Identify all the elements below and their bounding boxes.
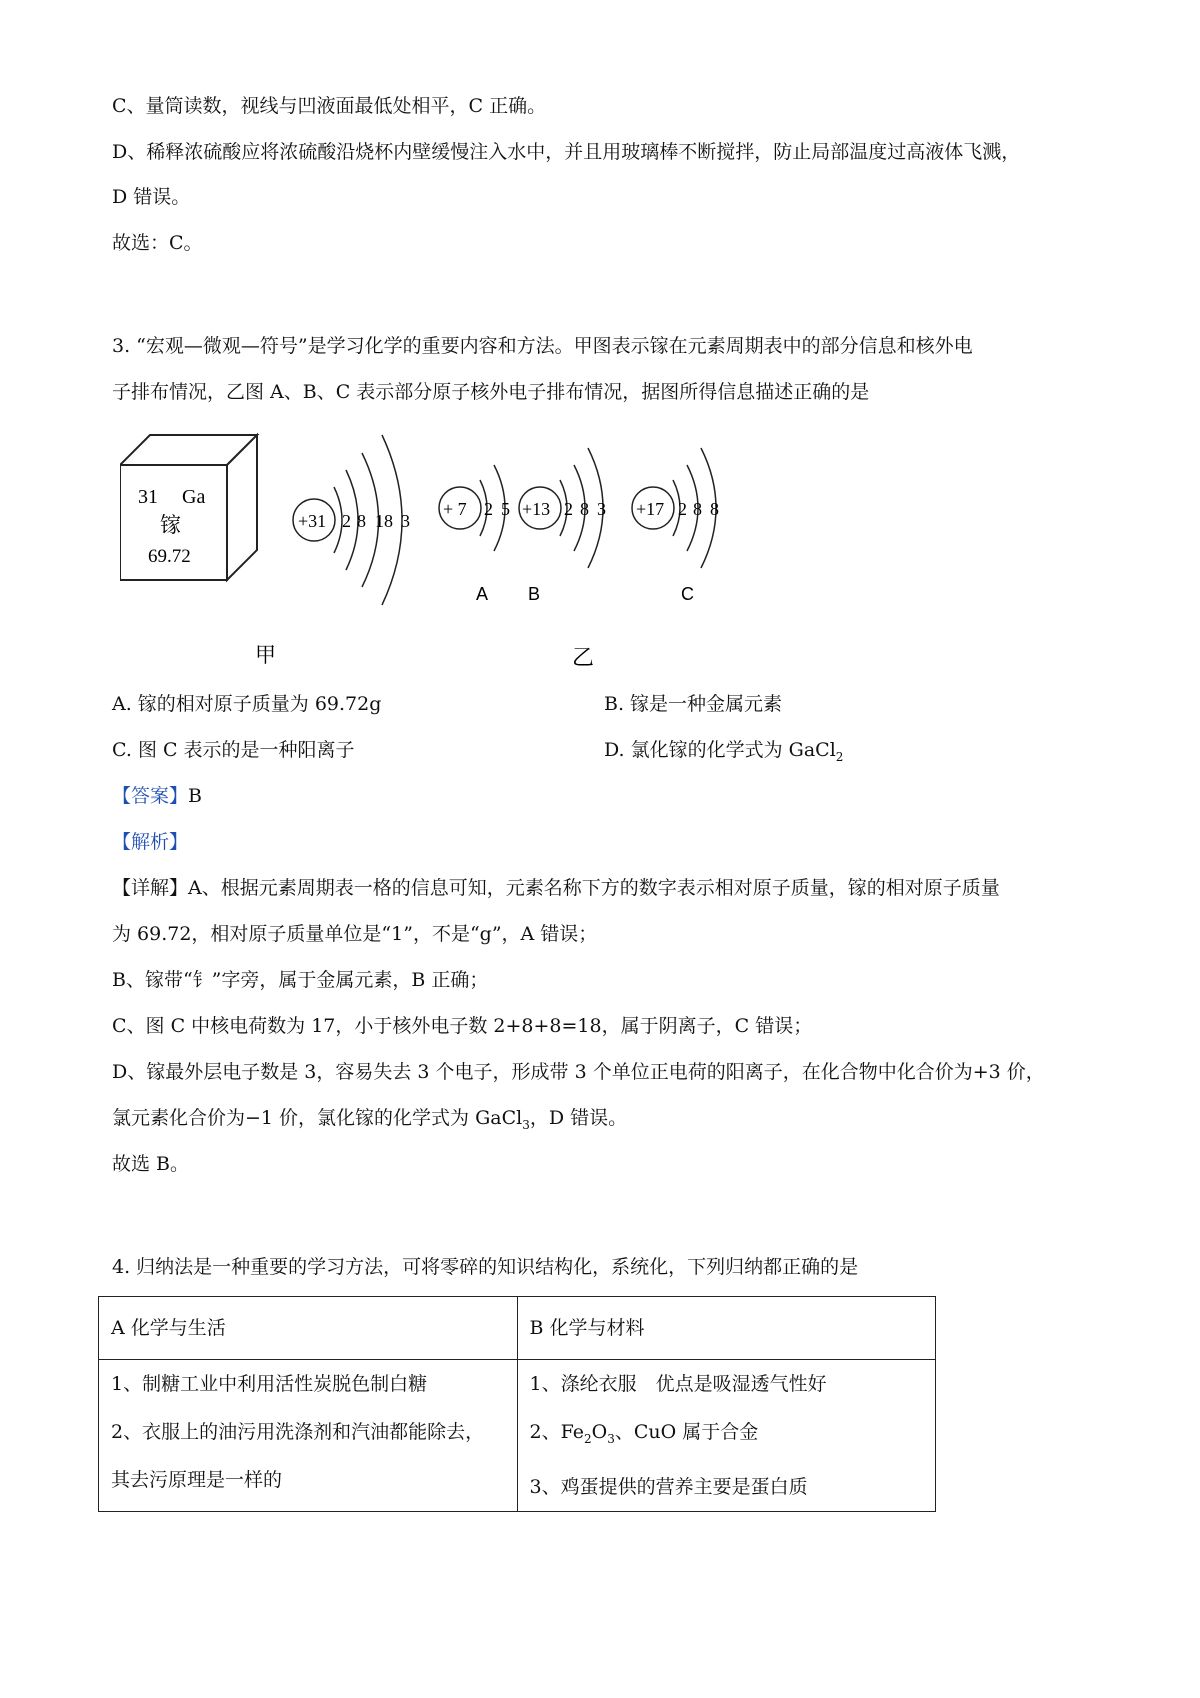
atom-c-shell-3: 8 (710, 499, 719, 519)
detail-d2-sub: 3 (522, 1117, 530, 1132)
q3-figure (120, 430, 770, 680)
b-item-3: 3、鸡蛋提供的营养主要是蛋白质 (529, 1475, 808, 1498)
q3-stem-line1: 3. “宏观—微观—符号”是学习化学的重要内容和方法。甲图表示镓在元素周期表中的部分信息和核外电 (112, 335, 973, 357)
b-item-2-sub2: 3 (607, 1431, 615, 1446)
ga-shell-4: 3 (401, 511, 410, 531)
atom-c-label: C (681, 584, 694, 604)
element-name: 镓 (160, 513, 181, 537)
answer-value: B (188, 785, 202, 807)
detail-a1-text: A、根据元素周期表一格的信息可知，元素名称下方的数字表示相对原子质量，镓的相对原子质量 (188, 877, 1000, 899)
ga-atom-diagram (293, 435, 410, 605)
q2-line-d1: D、稀释浓硫酸应将浓硫酸沿烧杯内壁缓慢注入水中，并且用玻璃棒不断搅拌，防止局部温度过高液体飞溅， (112, 141, 1021, 163)
q4-table (98, 1296, 936, 1512)
caption-yi: 乙 (572, 646, 595, 671)
atom-c-shell-1: 2 (678, 499, 687, 519)
ga-shell-1: 2 (342, 511, 351, 531)
detail-d2-text: 氯元素化合价为−1 价，氯化镓的化学式为 GaCl (112, 1107, 523, 1129)
ga-nucleus: +31 (298, 511, 327, 531)
atom-b-label: B (528, 584, 541, 604)
b-item-1: 1、涤纶衣服 优点是吸湿透气性好 (529, 1373, 827, 1395)
table-cell-b (517, 1360, 936, 1512)
analysis-tag: 【解析】 (112, 831, 189, 853)
b-item-2 (530, 1418, 924, 1453)
table-head-b: B 化学与材料 (517, 1297, 936, 1360)
q3-detail-a1 (112, 874, 1000, 902)
atom-a-label: A (476, 584, 489, 604)
q3-detail-a2: 为 69.72，相对原子质量单位是“1”，不是“g”，A 错误； (112, 923, 598, 945)
atom-c-shell-2: 8 (693, 499, 702, 519)
a-item-2: 2、衣服上的油污用洗涤剂和汽油都能除去， (111, 1421, 485, 1443)
atom-a-shell-1: 2 (484, 499, 493, 519)
element-symbol: Ga (182, 486, 206, 508)
table-row (99, 1360, 936, 1512)
table-head-a: A 化学与生活 (99, 1297, 518, 1360)
ga-shell-3: 18 (375, 511, 393, 531)
q3-detail-d2 (112, 1104, 627, 1139)
element-mass: 69.72 (148, 546, 191, 567)
q3-answer (112, 782, 202, 810)
q3-option-d-sub: 2 (835, 749, 844, 764)
atom-a-diagram (439, 465, 510, 604)
atom-b-shell-1: 2 (564, 499, 573, 519)
b-item-2-rest: 、CuO 属于合金 (614, 1421, 759, 1443)
answer-tag: 【答案】 (112, 785, 189, 807)
atom-b-nucleus: +13 (522, 499, 551, 519)
atom-c-diagram (632, 448, 719, 604)
a-item-1: 1、制糖工业中利用活性炭脱色制白糖 (111, 1373, 428, 1395)
atom-a-nucleus: + 7 (443, 499, 467, 519)
atom-b-shell-2: 8 (580, 499, 589, 519)
atom-b-shell-3: 3 (597, 499, 606, 519)
table-cell-a (99, 1360, 518, 1512)
caption-jia: 甲 (255, 643, 276, 667)
q2-line-c: C、量筒读数，视线与凹液面最低处相平，C 正确。 (112, 95, 547, 117)
q3-option-d (604, 736, 843, 771)
atom-a-shell-2: 5 (501, 499, 510, 519)
element-number: 31 (138, 486, 158, 508)
ga-shell-2: 8 (357, 511, 366, 531)
b-item-2-o: O (591, 1421, 608, 1443)
q2-line-d2: D 错误。 (112, 186, 191, 208)
q3-stem-line2: 子排布情况，乙图 A、B、C 表示部分原子核外电子排布情况，据图所得信息描述正确的是 (112, 381, 870, 403)
atom-b-diagram (519, 448, 606, 604)
q3-analysis-tag (112, 828, 188, 856)
q3-option-b: B. 镓是一种金属元素 (604, 693, 783, 715)
q3-option-d-text: D. 氯化镓的化学式为 GaCl (604, 739, 836, 761)
q3-choice: 故选 B。 (112, 1153, 190, 1175)
b-item-2-fe: 2、Fe (529, 1421, 584, 1443)
q3-detail-c: C、图 C 中核电荷数为 17，小于核外电子数 2+8+8=18，属于阴离子，C 错误； (112, 1015, 813, 1037)
q3-option-c: C. 图 C 表示的是一种阳离子 (112, 739, 355, 761)
q2-choice: 故选：C。 (112, 232, 203, 254)
q3-detail-d1: D、镓最外层电子数是 3，容易失去 3 个电子，形成带 3 个单位正电荷的阳离子，在化合物中化合价为+3 价， (112, 1061, 1045, 1083)
detail-d2-suffix: ，D 错误。 (529, 1107, 628, 1129)
table-header-row (99, 1297, 936, 1360)
q4-stem: 4. 归纳法是一种重要的学习方法，可将零碎的知识结构化，系统化，下列归纳都正确的是 (112, 1256, 859, 1278)
b-item-2-sub1: 2 (583, 1431, 592, 1446)
q3-detail-b: B、镓带“钅”字旁，属于金属元素，B 正确； (112, 969, 489, 991)
q3-option-a: A. 镓的相对原子质量为 69.72g (112, 693, 382, 715)
detail-tag: 【详解】 (112, 877, 189, 899)
atom-c-nucleus: +17 (636, 499, 665, 519)
a-item-2-cont: 其去污原理是一样的 (111, 1469, 283, 1491)
